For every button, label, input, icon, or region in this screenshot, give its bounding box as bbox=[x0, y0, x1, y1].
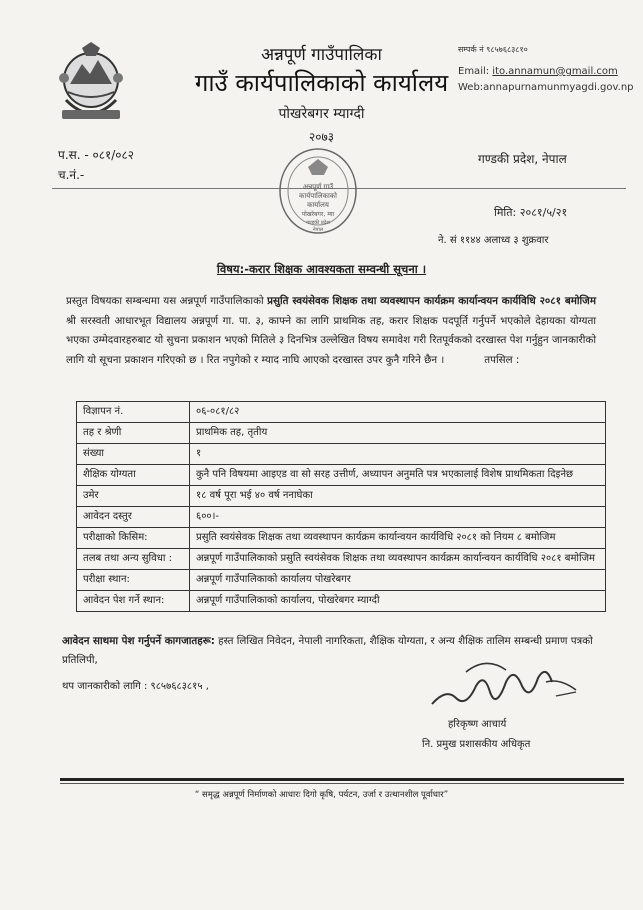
table-key: संख्या bbox=[77, 444, 190, 465]
province-name: गण्डकी प्रदेश, नेपाल bbox=[478, 152, 567, 166]
table-row bbox=[77, 570, 606, 591]
stamp-line-3: कार्यालय bbox=[307, 201, 329, 209]
table-row bbox=[77, 423, 606, 444]
body-intro: प्रस्तुत विषयका सम्बन्धमा यस अन्नपूर्ण गाउँपालिकाको bbox=[66, 295, 268, 307]
table-value: अन्नपूर्ण गाउँपालिकाको प्रसुति स्वयंसेवक शिक्षक तथा व्यवस्थापन कार्यक्रम कार्यान्वयन कार्यविधि २०८१ बमोजिम bbox=[190, 549, 606, 570]
vacancy-details-table bbox=[76, 401, 606, 612]
body-tapsil: तपसिल : bbox=[484, 353, 520, 366]
stamp-line-5: गण्डकी प्रदेश bbox=[306, 220, 330, 226]
table-row bbox=[77, 444, 606, 465]
subject-text: विषय:-करार शिक्षक आवश्यकता सम्वन्धी सूचना । bbox=[216, 262, 427, 276]
table-row bbox=[77, 528, 606, 549]
table-value: प्राथमिक तह, तृतीय bbox=[190, 423, 606, 444]
stamp-line-2: कार्यपालिकाको bbox=[299, 192, 337, 200]
signatory-name: हरिकृष्ण आचार्य bbox=[448, 719, 507, 730]
contact-website[interactable]: Web:annapurnamunmyagdi.gov.np bbox=[458, 82, 634, 93]
table-row bbox=[77, 549, 606, 570]
table-value: १८ वर्ष पूरा भई ४० वर्ष ननाघेका bbox=[190, 486, 606, 507]
footer-slogan: “ समृद्ध अन्नपूर्ण निर्माणको आधारः दिगो कृषि, पर्यटन, उर्जा र उत्थानशील पूर्वाधार” bbox=[194, 790, 449, 800]
table-value: ०६-०८१/८२ bbox=[190, 402, 606, 423]
notice-body bbox=[66, 292, 596, 370]
established-year: २०७३ bbox=[309, 130, 334, 144]
documents-label: आवेदन साथमा पेश गर्नुपर्ने कागजातहरू: bbox=[62, 635, 215, 647]
table-key: आवेदन दस्तुर bbox=[77, 507, 190, 528]
table-key: विज्ञापन नं. bbox=[77, 402, 190, 423]
table-key: परीक्षाको किसिम: bbox=[77, 528, 190, 549]
reference-number: प.स. - ०८१/०८२ bbox=[58, 148, 134, 162]
notice-date: मिति: २०८१/५/२१ bbox=[494, 206, 568, 219]
table-key: शैक्षिक योग्यता bbox=[77, 465, 190, 486]
stamp-line-6: नेपाल bbox=[312, 227, 324, 233]
table-value: अन्नपूर्ण गाउँपालिकाको कार्यालय पोखरेबगर bbox=[190, 570, 606, 591]
table-key: उमेर bbox=[77, 486, 190, 507]
nepal-samvat-date: ने. सं ११४४ अलाध्व ३ शुक्रवार bbox=[438, 235, 549, 246]
table-row bbox=[77, 591, 606, 612]
table-value: १ bbox=[190, 444, 606, 465]
notice-subject bbox=[0, 262, 643, 277]
body-program: प्रसुति स्वयंसेवक शिक्षक तथा व्यवस्थापन कार्यक्रम कार्यान्वयन कार्यविधि २०८१ बमोजिम bbox=[267, 295, 596, 307]
email-label: Email: bbox=[458, 66, 493, 77]
office-address: पोखरेबगर म्याग्दी bbox=[278, 106, 365, 122]
contact-more-info: थप जानकारीको लागि : ९८५७६८३८१५ , bbox=[62, 681, 209, 692]
body-details: श्री सरस्वती आधारभूत विद्यालय अन्नपूर्ण गा. पा. ३, काफ्ने का लागि प्राथमिक तह, करार शिक्षक पदपूर्ति गर्नुपर्ने भएकोले देहायका योग्यता भएका उम्मेदवारहरुबाट यो सुचना प्रकाशन भएको मितिले ३ दिनभित्र उल्लेखित विषय समावेश गरी रितपूर्वकको दरखास्त पेश गर्नुहुन जानकारीको लागि यो सूचना प्रकाशन गरिएको छ । रित नपुगेको र म्याद नाघि आएको दरखास्त उपर कुनै गरिने छैन । bbox=[66, 314, 596, 366]
table-key: तह र श्रेणी bbox=[77, 423, 190, 444]
signature-icon bbox=[426, 652, 586, 722]
table-key: आवेदन पेश गर्ने स्थान: bbox=[77, 591, 190, 612]
table-value: ६००।- bbox=[190, 507, 606, 528]
table-value: कुनै पनि विषयमा आइएड वा सो सरह उत्तीर्ण, अध्यापन अनुमति पत्र भएकालाई विशेष प्राथमिकता दिइनेछ bbox=[190, 465, 606, 486]
table-row bbox=[77, 486, 606, 507]
documents-text: हस्त लिखित निवेदन, नेपाली नागरिकता, शैक्षिक योग्यता, र अन्य शैक्षिक तालिम सम्बन्धी प्रमाण पत्रको प्रतिलिपी, bbox=[62, 635, 593, 666]
footer-divider-thin bbox=[60, 783, 624, 784]
table-row bbox=[77, 465, 606, 486]
table-value: अन्नपूर्ण गाउँपालिकाको कार्यालय, पोखरेबगर म्याग्दी bbox=[190, 591, 606, 612]
table-row bbox=[77, 402, 606, 423]
office-stamp-icon bbox=[276, 145, 360, 241]
stamp-line-4: पोखरेबगर, म्या bbox=[301, 211, 335, 218]
office-name: गाउँ कार्यपालिकाको कार्यालय bbox=[194, 69, 449, 97]
table-value: प्रसुति स्वयंसेवक शिक्षक तथा व्यवस्थापन कार्यक्रम कार्यान्वयन कार्यविधि २०८१ को नियम ८ बमोजिम bbox=[190, 528, 606, 549]
footer-divider bbox=[60, 778, 624, 781]
email-link[interactable]: ito.annamun@gmail.com bbox=[492, 66, 618, 77]
stamp-line-1: अन्नपूर्ण गाउँ bbox=[302, 183, 334, 191]
contact-email bbox=[458, 66, 618, 77]
municipality-name: अन्नपूर्ण गाउँपालिका bbox=[261, 45, 382, 65]
table-key: परीक्षा स्थान: bbox=[77, 570, 190, 591]
table-key: तलब तथा अन्य सुविधा : bbox=[77, 549, 190, 570]
signatory-title: नि. प्रमुख प्रशासकीय अधिकृत bbox=[422, 739, 531, 750]
table-row bbox=[77, 507, 606, 528]
contact-phone: सम्पर्क नं ९८५७६८३८१० bbox=[458, 45, 528, 54]
dispatch-number: च.नं.- bbox=[58, 168, 85, 182]
